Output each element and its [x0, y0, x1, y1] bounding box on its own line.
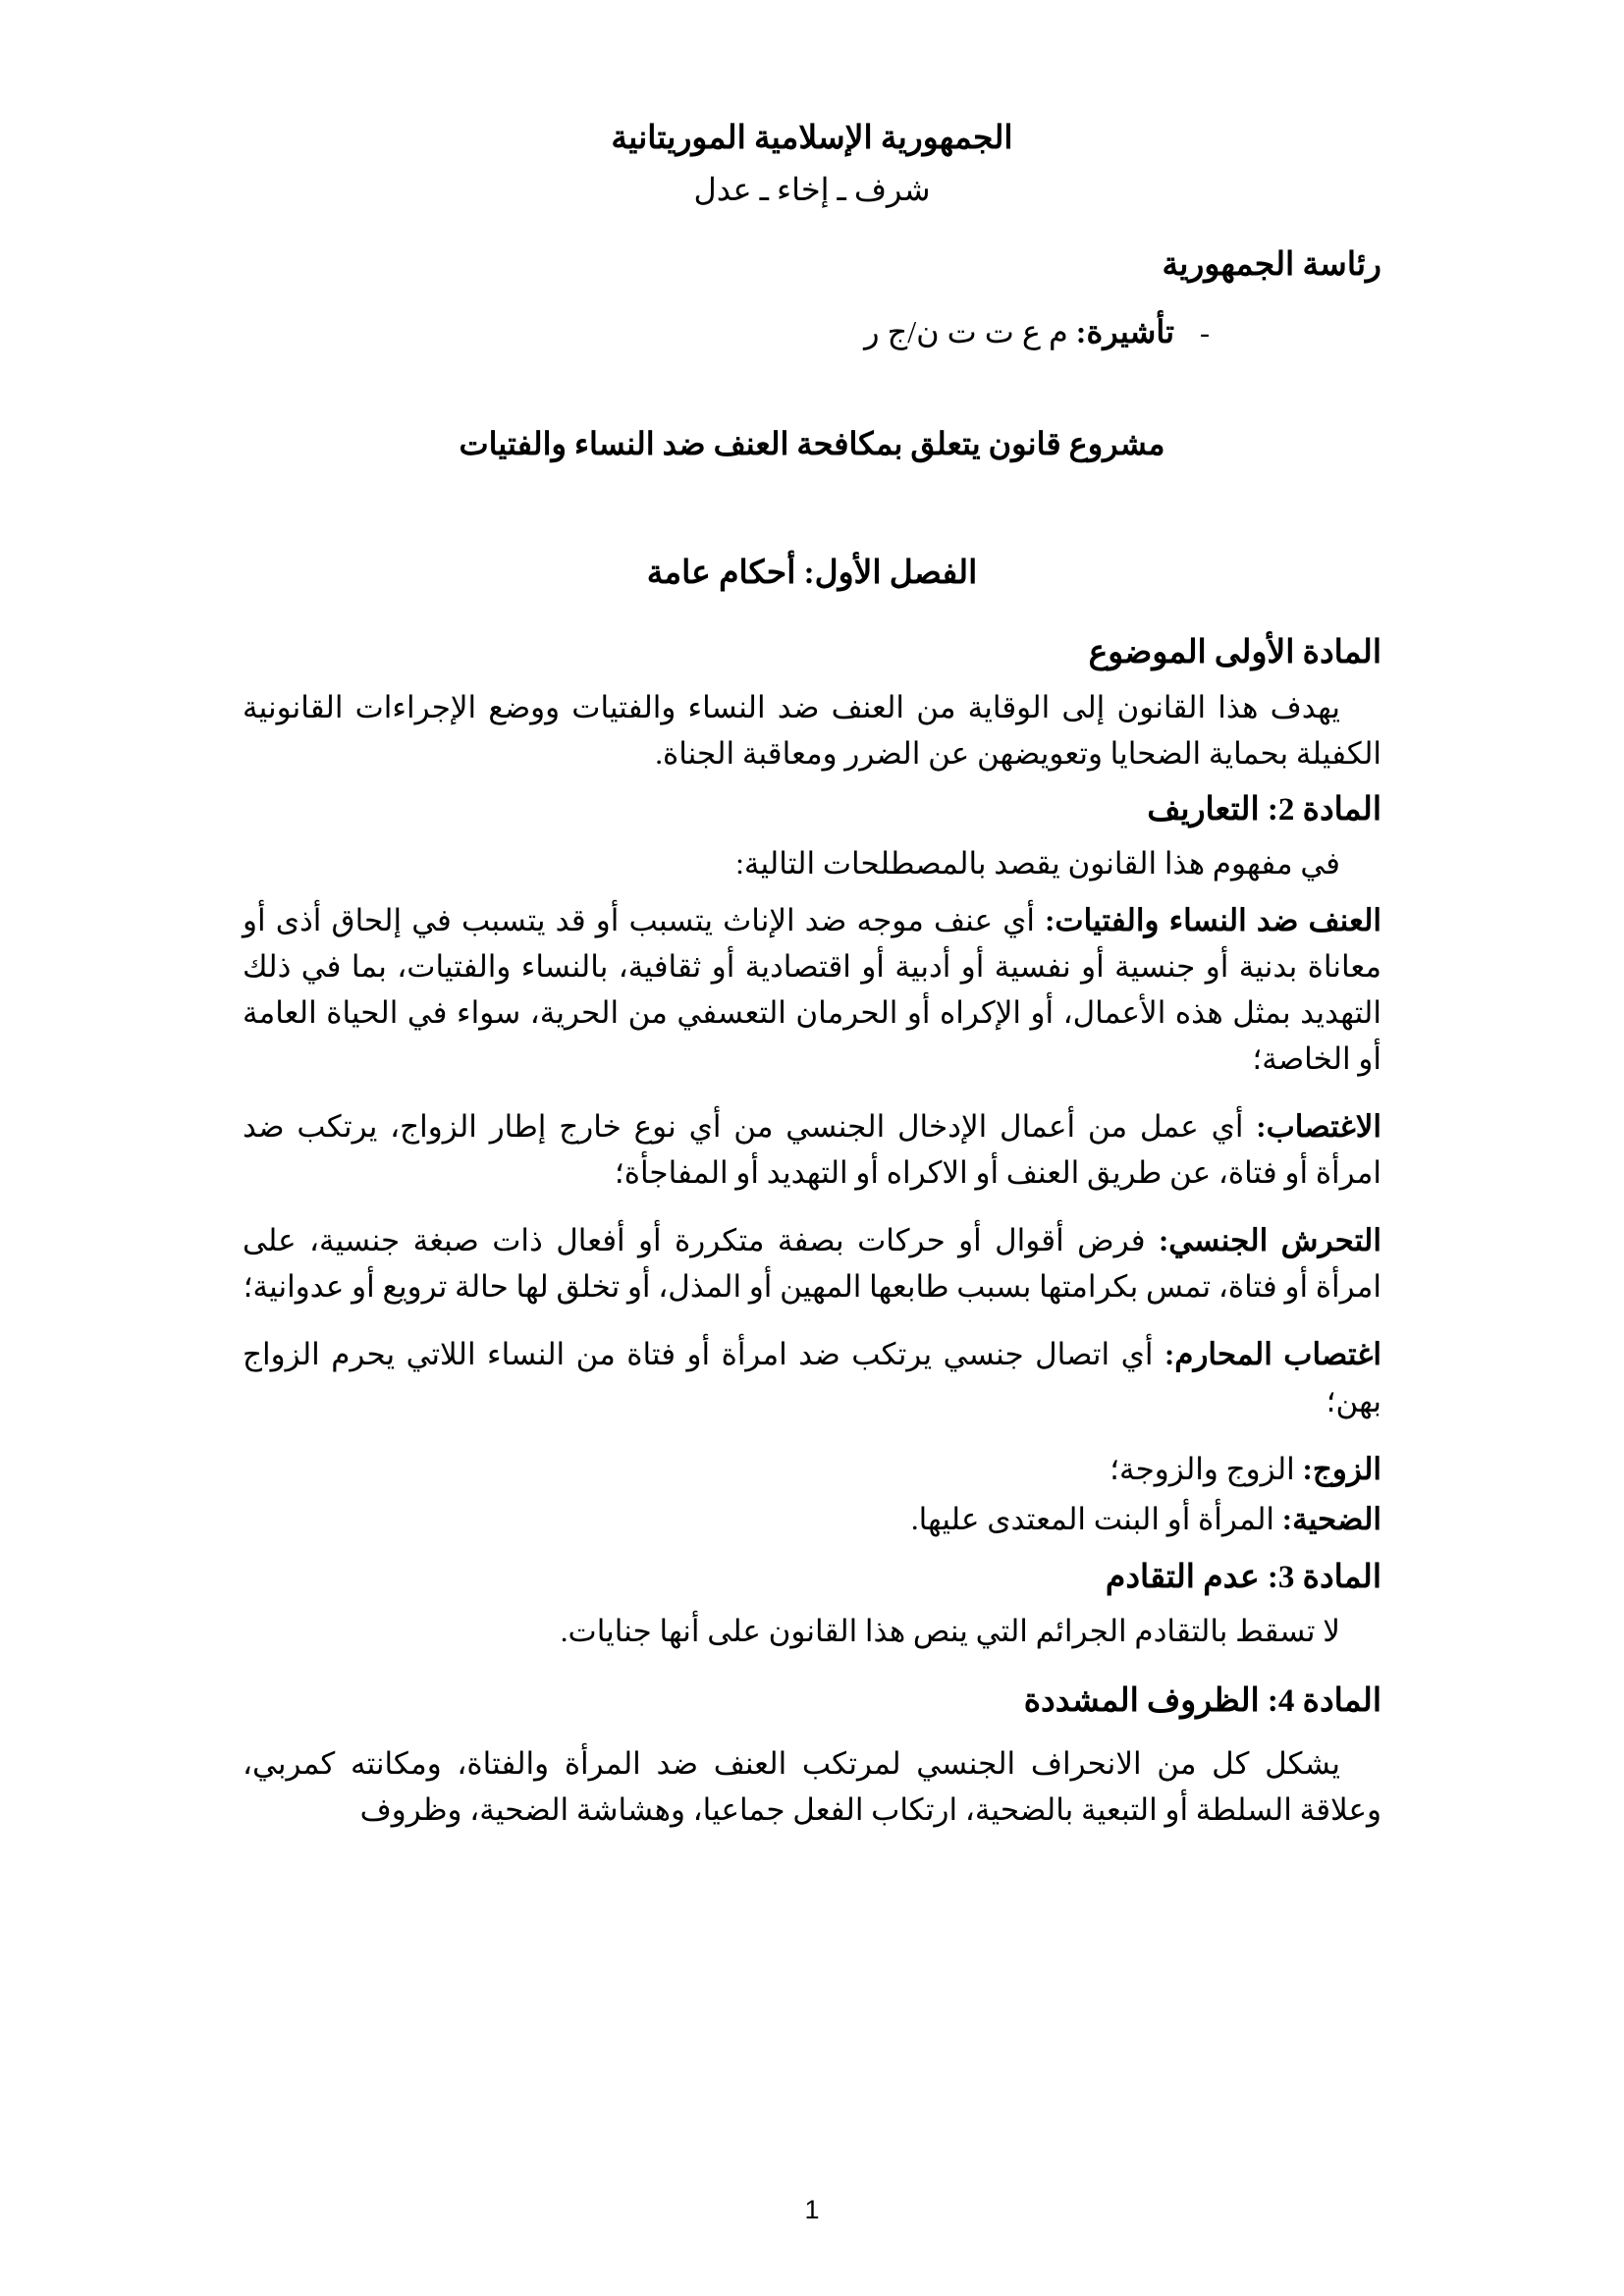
definition-sexual-harassment: [243, 1217, 1381, 1309]
definition-incest: [243, 1331, 1381, 1423]
definition-text-violence: أي عنف موجه ضد الإناث يتسبب أو قد يتسبب في إلحاق أذى أو معاناة بدنية أو جنسية أو نفسية أو أدبية أو اقتصادية أو ثقافية، بالنساء والفتيات، بما في ذلك التهديد بمثل هذه الأعمال، أو الإكراه أو الحرمان التعسفي من الحرية، سواء في الحياة العامة أو الخاصة؛: [243, 902, 1381, 1076]
definition-term-rape: الاغتصاب:: [1256, 1109, 1381, 1144]
spacer: [243, 1664, 1381, 1678]
presidency-line: رئاسة الجمهورية: [1162, 247, 1381, 284]
visa-text: [864, 308, 1174, 355]
article-2-intro: في مفهوم هذا القانون يقصد بالمصطلحات التالية:: [735, 846, 1340, 881]
visa-bullet-dash: -: [1200, 316, 1210, 349]
definition-term-incest: اغتصاب المحارم:: [1164, 1337, 1381, 1372]
article-heading-2: المادة 2: التعاريف: [1147, 791, 1381, 828]
article-4-paragraph: يشكل كل من الانحراف الجنسي لمرتكب العنف ضد المرأة والفتاة، ومكانته كمربي، وعلاقة السلطة أو التبعية بالضحية، ارتكاب الفعل جماعيا، وهشاشة الضحية، وظروف: [243, 1745, 1381, 1828]
law-title: مشروع قانون يتعلق بمكافحة العنف ضد النساء والفتيات: [459, 425, 1165, 461]
definition-rape: [243, 1103, 1381, 1196]
definition-text-victim: المرأة أو البنت المعتدى عليها.: [910, 1501, 1282, 1536]
definition-text-sexual-harassment: فرض أقوال أو حركات بصفة متكررة أو أفعال ذات صبغة جنسية، على امرأة أو فتاة، تمس بكرامتها بسبب طابعها المهين أو المذل، أو تخلق لها حالة ترويع أو عدوانية؛: [243, 1223, 1381, 1305]
definition-text-spouse: الزوج والزوجة؛: [1110, 1451, 1303, 1486]
chapter-title: الفصل الأول: أحكام عامة: [646, 555, 978, 591]
article-3-paragraph: لا تسقط بالتقادم الجرائم التي ينص هذا القانون على أنها جنايات.: [560, 1614, 1340, 1649]
definition-term-victim: الضحية:: [1281, 1501, 1381, 1536]
page-number: 1: [804, 2195, 820, 2224]
definition-violence: [243, 897, 1381, 1082]
definition-term-violence: العنف ضد النساء والفتيات:: [1045, 902, 1381, 937]
article-heading-3: المادة 3: عدم التقادم: [1105, 1559, 1381, 1595]
state-motto: شرف ـ إخاء ـ عدل: [693, 171, 931, 207]
article-heading-1: المادة الأولى الموضوع: [1088, 635, 1381, 671]
state-title: الجمهورية الإسلامية الموريتانية: [611, 121, 1013, 156]
definition-text-incest: أي اتصال جنسي يرتكب ضد امرأة أو فتاة من النساء اللاتي يحرم الزواج بهن؛: [243, 1337, 1381, 1418]
definition-term-sexual-harassment: التحرش الجنسي:: [1158, 1223, 1381, 1258]
definition-text-rape: أي عمل من أعمال الإدخال الجنسي من أي نوع خارج إطار الزواج، يرتكب ضد امرأة أو فتاة، عن طريق العنف أو الاكراه أو التهديد أو المفاجأة؛: [243, 1109, 1381, 1191]
definition-term-spouse: الزوج:: [1302, 1451, 1381, 1486]
visa-row: [243, 308, 1381, 355]
article-1-paragraph: يهدف هذا القانون إلى الوقاية من العنف ضد النساء والفتيات ووضع الإجراءات القانونية الكفيلة بحماية الضحايا وتعويضهن عن الضرر ومعاقبة الجناة.: [243, 689, 1381, 771]
spacer: [243, 1733, 1381, 1740]
visa-label: تأشيرة:: [1075, 313, 1174, 349]
definition-spouse: [243, 1446, 1381, 1492]
visa-code: م ع ت ت ن/ج ر: [864, 313, 1068, 349]
document-body: [243, 116, 1381, 1833]
definition-victim: [243, 1496, 1381, 1542]
spacer: [243, 1546, 1381, 1554]
article-heading-4: المادة 4: الظروف المشددة: [1023, 1683, 1381, 1720]
